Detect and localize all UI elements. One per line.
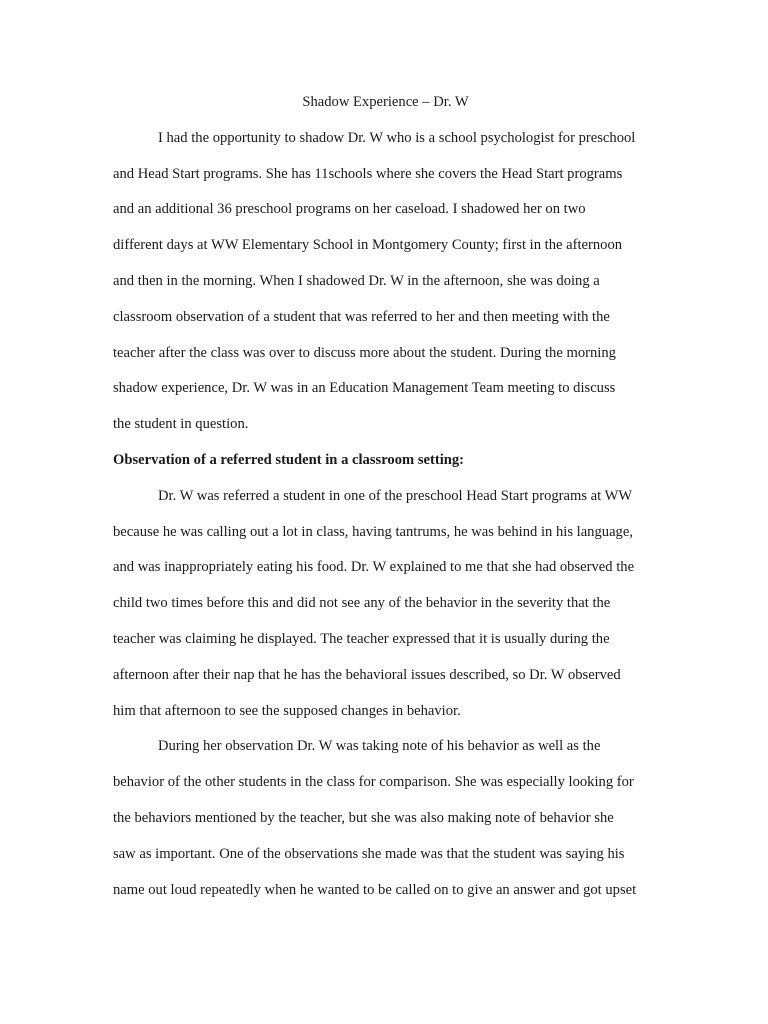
section-heading: Observation of a referred student in a classroom setting: bbox=[113, 451, 465, 468]
paragraph-line: child two times before this and did not see any of the behavior in the severity that the bbox=[113, 595, 611, 612]
paragraph-line: Dr. W was referred a student in one of the preschool Head Start programs at WW bbox=[158, 487, 633, 504]
paragraph-line: During her observation Dr. W was taking note of his behavior as well as the bbox=[158, 738, 601, 755]
paragraph-line: behavior of the other students in the class for comparison. She was especially looking for bbox=[113, 774, 634, 791]
paragraph-line: him that afternoon to see the supposed changes in behavior. bbox=[113, 702, 461, 719]
paragraph-observation bbox=[113, 736, 658, 915]
paragraph-line: name out loud repeatedly when he wanted to be called on to give an answer and got upset bbox=[113, 881, 637, 898]
paragraph-line: teacher after the class was over to discuss more about the student. During the morning bbox=[113, 344, 616, 361]
paragraph-line: the student in question. bbox=[113, 416, 249, 433]
paragraph-intro bbox=[113, 128, 658, 450]
document-body bbox=[113, 92, 658, 915]
paragraph-line: saw as important. One of the observations she made was that the student was saying his bbox=[113, 845, 625, 862]
paragraph-line: and was inappropriately eating his food. Dr. W explained to me that she had observed the bbox=[113, 559, 635, 576]
paragraph-line: I had the opportunity to shadow Dr. W who is a school psychologist for preschool bbox=[158, 129, 636, 146]
document-title: Shadow Experience – Dr. W bbox=[302, 94, 469, 110]
paragraph-line: shadow experience, Dr. W was in an Education Management Team meeting to discuss bbox=[113, 380, 616, 397]
paragraph-line: and an additional 36 preschool programs on her caseload. I shadowed her on two bbox=[113, 201, 586, 218]
paragraph-line: teacher was claiming he displayed. The teacher expressed that it is usually during the bbox=[113, 630, 610, 647]
paragraph-line: different days at WW Elementary School in Montgomery County; first in the afternoon bbox=[113, 237, 623, 254]
paragraph-referral bbox=[113, 486, 658, 737]
paragraph-line: because he was calling out a lot in class, having tantrums, he was behind in his language, bbox=[113, 523, 633, 540]
paragraph-line: the behaviors mentioned by the teacher, but she was also making note of behavior she bbox=[113, 809, 614, 826]
paragraph-line: afternoon after their nap that he has the behavioral issues described, so Dr. W observed bbox=[113, 666, 621, 683]
paragraph-line: classroom observation of a student that was referred to her and then meeting with the bbox=[113, 308, 610, 325]
paragraph-line: and Head Start programs. She has 11schools where she covers the Head Start programs bbox=[113, 165, 623, 182]
paragraph-line: and then in the morning. When I shadowed Dr. W in the afternoon, she was doing a bbox=[113, 272, 600, 289]
